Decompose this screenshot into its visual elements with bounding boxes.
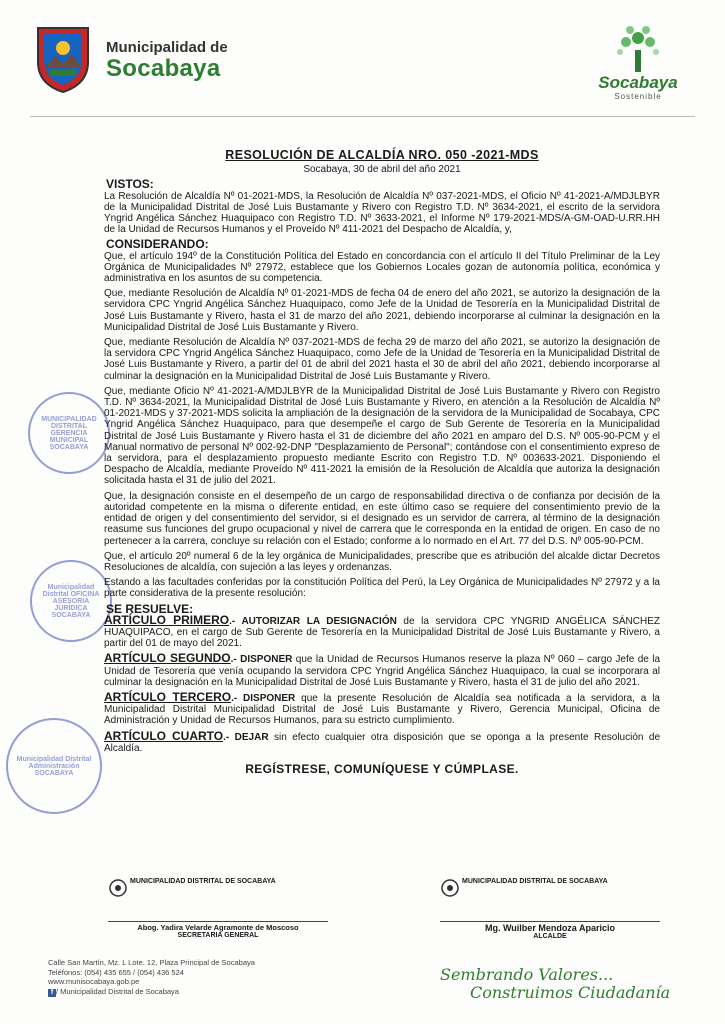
vistos-text: La Resolución de Alcaldía Nº 01-2021-MDS, la Resolución de Alcaldía Nº 037-2021-MDS, el Oficio Nº 41-2021-A/MDJLBYR de la Municipalidad Distrital de José Luis Bustamante y Rivero con Registro T.D. Nº 3634-2021, el escrito de la servidora Yngrid Angélica Sánchez Huaquipaco con Registro T.D. Nº 3633-2021, el Informe Nº 179-2021-MDS/A-GM-OAD-U.RR.HH de la Unidad de Recursos Humanos y el Proveído Nº 411-2021 del Despacho de Alcaldía, y, bbox=[104, 190, 660, 236]
signature-mayor bbox=[440, 878, 660, 940]
footer-facebook: f / Municipalidad Distrital de Socabaya bbox=[48, 987, 255, 997]
considerando-paragraph: Que, mediante Resolución de Alcaldía Nº 01-2021-MDS de fecha 04 de enero del año 2021, se autorizo la designación de la servidora CPC Yngrid Angélica Sánchez Huaquipaco, como Jefe de la Unidad de Tesorería en la Municipalidad Distrital de José Luis Bustamante y Rivero, hasta el 31 de marzo del año 2021, debiendo incorporarse al culminar la designación en la Municipalidad Distrital de José Luis Bustamante y Rivero. bbox=[104, 288, 660, 333]
header-divider bbox=[30, 116, 695, 117]
stamp-gerencia: MUNICIPALIDAD DISTRITAL GERENCIA MUNICIPAL SOCABAYA bbox=[28, 392, 110, 474]
vistos-heading: VISTOS: bbox=[106, 177, 154, 192]
signer-name: Abog. Yadira Velarde Agramonte de Moscoso bbox=[108, 921, 328, 932]
municipality-brand bbox=[106, 40, 228, 82]
sostenible-logo bbox=[588, 22, 688, 112]
signer-role: ALCALDE bbox=[533, 933, 567, 940]
article-verb: .- AUTORIZAR LA DESIGNACIÓN bbox=[229, 615, 397, 627]
considerando-paragraph: Que, mediante Oficio Nº 41-2021-A/MDJLBYR de la Municipalidad Distrital de José Luis Bustamante y Rivero con Registro T.D. Nº 3634-2021, la Municipalidad Distrital de José Luis Bustamante y Rivero, en atención a la Resolución de Alcaldía Nº 01-2021-MDS y 37-2021-MDS solicita la ampliación de la designación de la servidora de la Municipalidad de Socabaya, CPC Yngrid Angélica Sánchez Huaquipaco, para que desempeñe el cargo de Sub Gerente de Tesorería en la Municipalidad Distrital de José Luis Bustamante y Rivero hasta el 31 de diciembre del año 2021 en amparo del D.S. Nº 005-90-PCM y el Manual normativo de personal Nº 002-92-DNP "Desplazamiento de Personal"; contándose con el consentimiento expreso de la servidora, para el desplazamiento propuesto mediante Escrito con Registro T.D. Nº 003633-2021. Disponiendo el Despacho de Alcaldía, mediante Proveído Nº 411-2021 la emisión de la Resolución de Alcaldía que autoriza la designación solicitada hasta el 31 de julio del 2021. bbox=[104, 385, 660, 487]
footer-phones: Teléfonos: (054) 435 655 / (054) 436 524 bbox=[48, 967, 184, 977]
considerando-heading: CONSIDERANDO: bbox=[106, 237, 209, 252]
signer-name: Mg. Wuilber Mendoza Aparicio bbox=[440, 921, 660, 933]
stamp-asesoria: Municipalidad Distrital OFICINA ASESORÍA JURÍDICA SOCABAYA bbox=[30, 560, 112, 642]
considerando-paragraph: Que, el artículo 20º numeral 6 de la ley orgánica de Municipalidades, prescribe que es atribución del alcalde dictar Decretos Resoluciones de alcaldía, con sujeción a las leyes y ordenanzas. bbox=[104, 550, 660, 573]
article-label: ARTÍCULO TERCERO bbox=[104, 689, 232, 704]
considerando-paragraph: Estando a las facultades conferidas por la constitución Política del Perú, la Ley Orgánica de Municipalidades Nº 27972 y a la parte considerativa de la presente resolución: bbox=[104, 577, 660, 600]
considerando-paragraph: Que, mediante Resolución de Alcaldía Nº 037-2021-MDS de fecha 29 de marzo del año 2021, se autorizo la designación de la servidora CPC Yngrid Angélica Sánchez Huaquipaco, como Jefe de la Unidad de Tesorería en la Municipalidad Distrital de José Luis Bustamante y Rivero, a partir del 01 de abril del 2021 hasta el 30 de abril del año 2021, debiendo incorporarse al culminar la designación en la Municipalidad Distrital de José Luis Bustamante y Rivero. bbox=[104, 337, 660, 382]
article-text: que la Unidad de Recursos Humanos reserve la plaza Nº 060 – cargo Jefe de la Unidad de Tesorería que venía ocupando la servidora CPC Yngrid Angélica Sánchez Huaquipaco, la cual se incorporara al culminar la designación en la Municipalidad Distrital de José Luis Bustamante y Rivero, hasta el 31 de julio del año 2021. bbox=[104, 654, 661, 688]
slogan-line-1: Sembrando Valores... bbox=[440, 965, 614, 984]
article-label: ARTÍCULO CUARTO bbox=[104, 728, 224, 743]
brand-big-text: Socabaya bbox=[106, 55, 221, 82]
resolution-date: Socabaya, 30 de abril del año 2021 bbox=[303, 164, 461, 176]
article-text: sin efecto cualquier otra disposición que se oponga a la presente Resolución de Alcaldía. bbox=[104, 731, 661, 754]
brand-small-text: Municipalidad de bbox=[106, 39, 228, 56]
article-text: que la presente Resolución de Alcaldía sea notificada a la servidora, a la Municipalidad Distrital Municipalidad Distrital de José Luis Bustamante y Rivero, Gerencia Municipal, Oficina de Administración y Unidad de Recursos Humanos, para su estricto cumplimiento. bbox=[104, 692, 660, 727]
footer-contact bbox=[48, 958, 255, 997]
brand-subtitle: Sostenible bbox=[614, 92, 662, 101]
resolution-title: RESOLUCIÓN DE ALCALDÍA NRO. 050 -2021-MDS bbox=[225, 148, 539, 162]
signer-role: SECRETARIA GENERAL bbox=[177, 932, 259, 939]
considerando-paragraph: Que, la designación consiste en el desempeño de un cargo de responsabilidad directiva o de confianza por decisión de la autoridad competente en la misma o diferente entidad, en este último caso se requiere del consentimiento previo de la entidad de origen y del consentimiento del servidor, si el designado es un servidor de carrera, al término de la designación reasume sus funciones del grupo ocupacional y nivel de carrera que le corresponda en la entidad de origen. En caso de no pertenecer a la carrera, concluye su relación con el Estado; conforme a lo normado en el Art. 77 del D.S. Nº 005-90-PCM. bbox=[104, 490, 660, 547]
brand-name: Socabaya bbox=[598, 73, 678, 92]
facebook-icon: f bbox=[48, 989, 56, 997]
footer-website[interactable]: www.munisocabaya.gob.pe bbox=[48, 977, 140, 986]
article-verb: .- DISPONER bbox=[231, 692, 296, 704]
article-label: ARTÍCULO SEGUNDO bbox=[104, 651, 231, 666]
municipal-crest-icon bbox=[30, 22, 96, 94]
closing-formula: REGÍSTRESE, COMUNÍQUESE Y CÚMPLASE. bbox=[245, 761, 519, 776]
article-verb: .- DISPONER bbox=[230, 654, 293, 666]
slogan bbox=[440, 966, 670, 1002]
tree-icon bbox=[608, 22, 668, 74]
article-cuarto bbox=[104, 728, 661, 754]
article-text: de la servidora CPC YNGRID ANGÉLICA SÁNCHEZ HUAQUIPACO, en el cargo de Sub Gerente de Tesorería en la Municipalidad Distrital de José Luis Bustamante y Rivero, a partir del 01 de mayo del 2021. bbox=[104, 615, 660, 650]
stamp-administracion: Municipalidad Distrital Administración SOCABAYA bbox=[6, 718, 102, 814]
slogan-line-2: Construimos Ciudadanía bbox=[470, 983, 671, 1002]
article-verb: .- DEJAR bbox=[223, 731, 269, 743]
seal-icon bbox=[440, 878, 460, 898]
considerando-paragraph: Que, el artículo 194º de la Constitución Política del Estado en concordancia con el artículo II del Título Preliminar de la Ley Orgánica de Municipalidades Nº 27972, establece que los Gobiernos Locales gozan de autonomía política, económica y administrativa en los asuntos de su competencia. bbox=[104, 250, 660, 285]
signature-header: MUNICIPALIDAD DISTRITAL DE SOCABAYA bbox=[130, 878, 276, 885]
seal-icon bbox=[108, 878, 128, 898]
article-segundo bbox=[104, 653, 660, 688]
footer-address: Calle San Martín, Mz. L Lote. 12, Plaza Principal de Socabaya bbox=[48, 958, 255, 967]
resuelve-heading: SE RESUELVE: bbox=[106, 601, 194, 616]
article-tercero bbox=[104, 689, 660, 727]
resolution-document bbox=[104, 150, 660, 775]
article-primero bbox=[104, 612, 660, 650]
letterhead bbox=[0, 0, 725, 118]
signature-header: MUNICIPALIDAD DISTRITAL DE SOCABAYA bbox=[462, 878, 608, 885]
signature-secretary bbox=[108, 878, 328, 939]
article-label: ARTÍCULO PRIMERO bbox=[104, 612, 230, 627]
